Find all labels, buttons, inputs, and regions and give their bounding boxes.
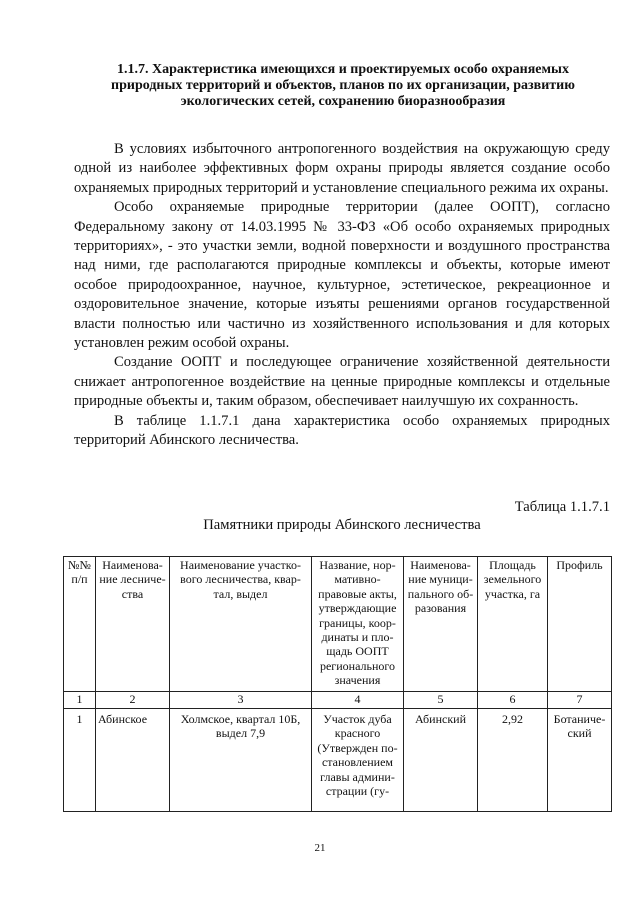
body-text: [74, 140, 610, 451]
column-number: 2: [96, 692, 170, 709]
column-number: 6: [478, 692, 548, 709]
table-header-row: [64, 557, 612, 692]
cell-profile: Ботаниче-ский: [548, 709, 612, 812]
table-row: [64, 709, 612, 812]
cell-forestry: Абинское: [96, 709, 170, 812]
cell-num: 1: [64, 709, 96, 812]
table-title: Памятники природы Абинского лесничества: [203, 517, 481, 533]
column-number: 1: [64, 692, 96, 709]
column-header: №№ п/п: [64, 557, 96, 692]
column-number-row: [64, 692, 612, 709]
paragraph: В условиях избыточного антропогенного воздействия на окружающую среду одной из наиболее эффективных форм охраны природы является создание особо охраняемых природных территорий и установление специального режима их охраны.: [74, 141, 610, 196]
paragraph: Создание ООПТ и последующее ограничение хозяйственной деятельности снижает антропогенное воздействие на ценные природные комплексы и отдельные природные объекты и, таким образом, обеспечивает наилучшую их сохранность.: [74, 354, 610, 410]
cell-area: 2,92: [478, 709, 548, 812]
heading-line: природных территорий и объектов, планов по их организации, развитию: [111, 78, 575, 93]
cell-municipality: Абинский: [404, 709, 478, 812]
paragraph: Особо охраняемые природные территории (далее ООПТ), согласно Федеральному закону от 14.03.1995 № 33-ФЗ «Об особо охраняемых природных территориях», - это участки земли, водной поверхности и воздушного пространства над ними, где располагаются природные комплексы и объекты, которые имеют особое природоохранное, научное, культурное, эстетическое, рекреационное и оздоровительное значение, которые изъяты решениями органов государственной власти полностью или частично из хозяйственного использования и для которых установлен режим особой охраны.: [74, 199, 610, 352]
column-header: Название, нор-мативно-правовые акты, утверждающие границы, коор-динаты и пло-щадь ООПТ регионального значения: [312, 557, 404, 692]
heading-line: экологических сетей, сохранению биоразнообразия: [180, 94, 506, 109]
column-header: Наименова-ние муници-пального об-разования: [404, 557, 478, 692]
table-number: Таблица 1.1.7.1: [514, 499, 610, 515]
section-heading: [78, 62, 608, 110]
cell-district: Холмское, квартал 10Б, выдел 7,9: [170, 709, 312, 812]
column-header: Наименова-ние лесниче-ства: [96, 557, 170, 692]
column-number: 3: [170, 692, 312, 709]
column-number: 5: [404, 692, 478, 709]
heading-line: 1.1.7. Характеристика имеющихся и проектируемых особо охраняемых: [117, 62, 569, 77]
paragraph: В таблице 1.1.7.1 дана характеристика особо охраняемых природных территорий Абинского лесничества.: [74, 412, 610, 449]
column-header: Наименование участко-вого лесничества, квар-тал, выдел: [170, 557, 312, 692]
page-number: 21: [314, 842, 326, 854]
column-number: 7: [548, 692, 612, 709]
cell-name: Участок дуба красного (Утвержден по-становлением главы админи-страции (гу-: [312, 709, 404, 812]
nature-monuments-table: [63, 556, 612, 812]
column-number: 4: [312, 692, 404, 709]
column-header: Площадь земельного участка, га: [478, 557, 548, 692]
column-header: Профиль: [548, 557, 612, 692]
